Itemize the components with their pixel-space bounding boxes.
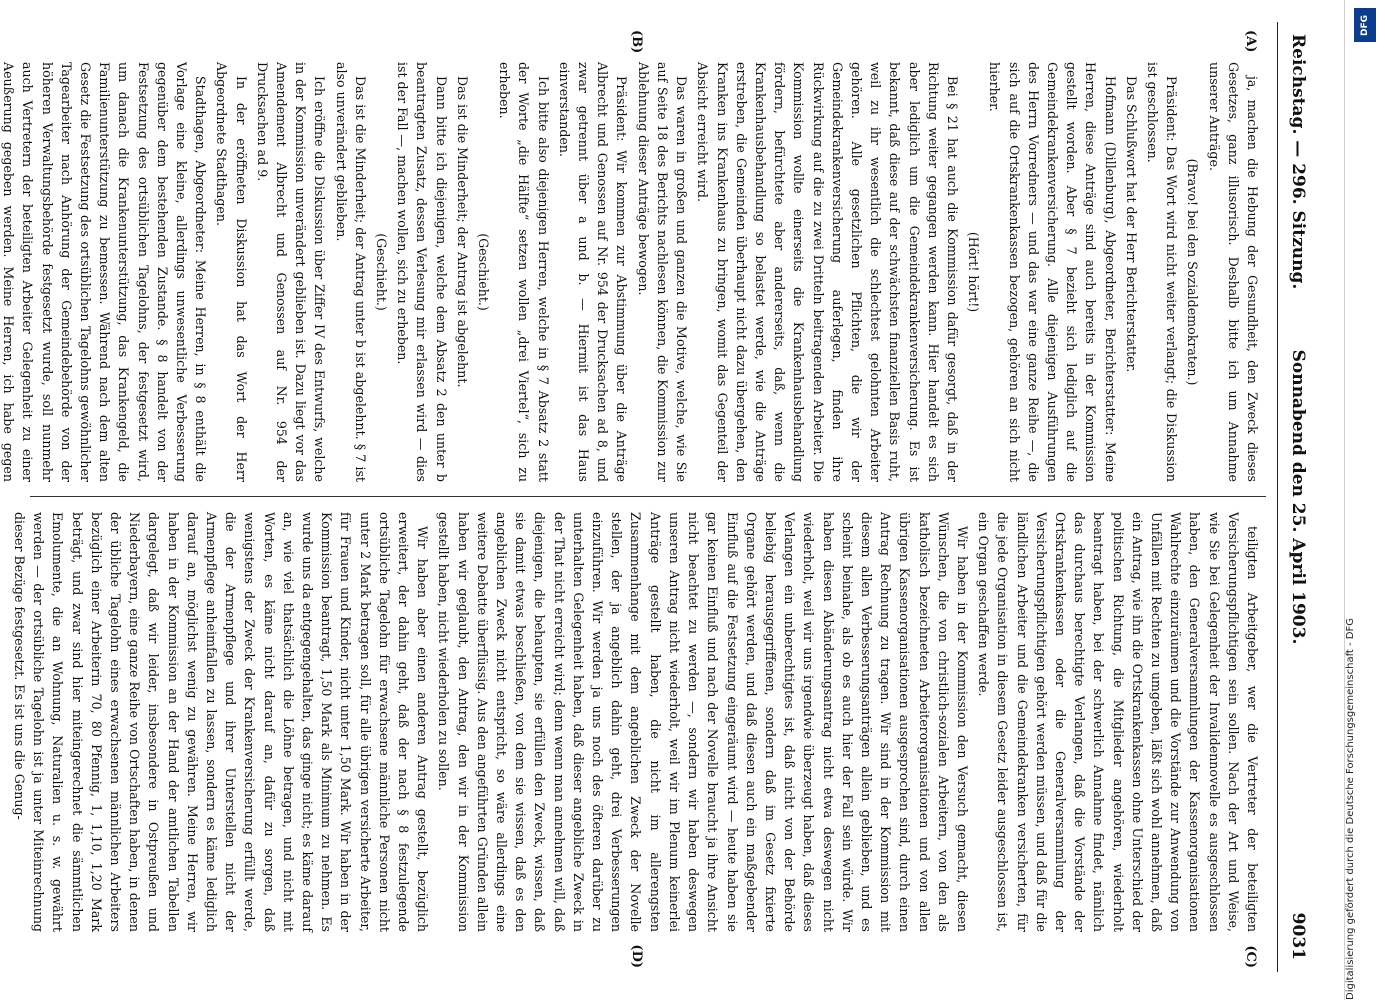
paragraph: Das ist die Minderheit; der Antrag ist abgelehnt.: [454, 76, 470, 388]
paragraph: Das ist die Minderheit; der Antrag unter b ist abgelehnt. § 7 ist also unverändert geblieben.: [333, 62, 368, 482]
interjection: (Geschieht.): [476, 233, 492, 311]
margin-marker-b: (B): [629, 30, 644, 54]
dfg-logo: DFG: [1354, 8, 1376, 42]
page-number: 9031: [1288, 912, 1308, 960]
digitization-stamp: [1337, 40, 1377, 1000]
paragraph: ja, machen die Hebung der Gesundheit, den Zweck dieses Gesetzes, ganz illusorisch. Deshalb bitte ich um Annahme unserer Anträge.: [1206, 62, 1260, 482]
paragraph: teiligten Arbeitgeber, wer die Vertreter der beteiligten Versicherungspflichtigen sein sollen. Nach der Art und Weise, wie Sie bei Gelegenheit der Invalidennovelle es ausgeschlossen haben, den Generalversammlungen der Kassenorganisationen Wahlrechte einzuräumen und die Vorstände zur Anwendung von Unfällen mit Rechten zu umgeben, läßt sich wohl annehmen, daß ein Antrag, wie ihn die Ortskrankenkassen ohne Unterschied der politischen Richtung, die Mitglieder angehören, wiederholt beantragt haben, bei der schwerlich Annahme findet, nämlich das durchaus berechtigte Verlangen, daß die Vorstände der Ortskrankenkassen oder die Generalversammlung der Versicherungspflichtigen gehört werden müssen, und daß für die ländlichen Arbeiter und die Gemeindekranken versicherten, für die jede Organisation in diesem Gesetz leider ausgeschlossen ist, ein Organ geschaffen werde.: [976, 512, 1260, 932]
digitization-stamp-text: Digitalisierung gefördert durch die Deutsche Forschungsgemeinschaft - DFG: [1345, 617, 1356, 1000]
paragraph: Wir haben aber einen anderen Antrag gestellt, bezüglich erweitert, der dahin geht, daß der nach § 8 festzulegende ortsübliche Tagelohn für erwachsene männliche Personen nicht unter 2 Mark betragen soll, für alle übrigen versicherte Arbeiter, für Frauen und Kinder, nicht unter 1,50 Mark. Wir haben in der Kommission beantragt, 1,50 Mark als Minimum zu nehmen. Es wurde uns da entgegengehalten, das ginge nicht; es käme darauf an, wie viel thatsächlich die Löhne betragen, und nicht mit Worten, es käme nicht darauf an, dafür zu sorgen, daß wenigstens der Zweck der Krankenversicherung erfüllt werde, die der Armenpflege und ihrer Unterstellen nicht der Armenpflege anheimfallen zu lassen, sondern es käme lediglich darauf an, möglichst wenig zu gewähren. Meine Herren, wir haben in der Kommission an der Hand der amtlichen Tabellen dargelegt, daß wir leider, insbesondere in Ostpreußen und Niederbayern, eine ganze Reihe von Ortschaften haben, in denen der übliche Tagelohn eines erwachsenen männlichen Arbeiters bezüglich einer Arbeiterin 70, 80 Pfennig, 1, 1,10, 1,20 Mark beträgt, und zwar sind hier miteingerechnet die sämmtlichen Emolumente, die an Wohnung, Naturalien u. s. w. gewährt werden — der ortsübliche Tagelohn ist ja unter Miteinrechnung dieser Bezüge festgesetzt. Es ist uns die Genug-: [12, 512, 431, 932]
header-session: Reichstag. — 296. Sitzung.: [1288, 34, 1308, 290]
margin-marker-a: (A): [1243, 30, 1258, 53]
paragraph: Dann bitte ich diejenigen, welche dem Absatz 2 den unter b beantragten Zusatz, dessen Verlesung mir erlassen wird — dies ist der Fall —, machen wollen, sich zu erheben.: [395, 62, 449, 482]
right-column: [12, 512, 1262, 932]
document-page: [1, 22, 1316, 972]
interjection: (Geschieht.): [374, 233, 390, 311]
header-date: Sonnabend den 25. April 1903.: [1288, 349, 1308, 645]
paragraph: Ich eröffne die Diskussion über Ziffer IV des Entwurfs, welche in der Kommission unverändert geblieben ist. Dazu liegt vor das Amendement Albrecht und Genossen auf Nr. 954 der Drucksachen ad 9.: [254, 62, 328, 482]
paragraph: Stadthagen, Abgeordneter: Meine Herren, in § 8 enthält die Vorlage eine kleine, allerdings unwesentliche Verbesserung gegenüber dem bestehenden Zustande. § 8 handelt von der Festsetzung des ortsüblichen Tagelohns, der festgesetzt wird, um danach die Krankenunterstützung, das Krankengeld, die Familienunterstützung zu bemessen. Während nach dem alten Gesetz die Festsetzung des ortsüblichen Tagelohns gewöhnlicher Tagearbeiter nach Anhörung der Gemeindebehörde von der höheren Verwaltungsbehörde festgesetzt wurde, soll nunmehr auch Vertretern der beteiligten Arbeiter Gelegenheit zu einer Aeußerung gegeben werden. Meine Herren, ich habe gegen: [1, 62, 209, 482]
paragraph: Präsident: Das Wort wird nicht weiter verlangt; die Diskussion ist geschlossen.: [1144, 62, 1180, 482]
paragraph: Bei § 21 hat auch die Kommission dafür gesorgt, daß in der Richtung weiter gegangen werden kann. Hier handelt es sich aber lediglich um die Gemeindekrankenversicherung. Es ist bekannt, daß diese auf der schwächsten finanziellen Basis ruht, weil zu ihr wesentlich die schlechtest gelohnten Arbeiter gehören. Alle gesetzlichen Pflichten, die wir der Gemeindekrankenversicherung auferlegen, finden ihre Rückwirkung auf die zu zwei Dritteln beitragenden Arbeiter. Die Kommission wollte einerseits die Krankenhausbehandlung fördern, befürchtete aber andererseits, daß, wenn die Krankenhausbehandlung so belastet werde, wie die Anträge erstreben, die Gemeinden überhaupt nicht dazu übergehen, den Kranken ins Krankenhaus zu bringen, womit das Gegenteil der Absicht erreicht wird.: [695, 62, 960, 482]
paragraph: Präsident: Wir kommen zur Abstimmung über die Anträge Albrecht und Genossen auf Nr. 954 der Drucksachen ad 8, und zwar getrennt über a und b. — Hiermit ist das Haus einverstanden.: [556, 62, 630, 482]
column-divider: [30, 496, 1266, 497]
left-column: [1, 62, 1262, 482]
interjection: (Bravo! bei den Sozialdemokraten.): [1185, 158, 1201, 386]
margin-marker-c: (C): [1243, 945, 1258, 968]
paragraph: Das waren in großen und ganzen die Motive, welche, wie Sie auf Seite 18 des Berichts nachlesen können, die Kommission zur Ablehnung dieser Anträge bewogen.: [635, 62, 690, 482]
paragraph: Das Schlußwort hat der Herr Berichterstatter.: [1123, 76, 1139, 373]
paragraph: Wir haben in der Kommission den Versuch gemacht, diesen Wünschen, die von christlich-sozialen Arbeitern, von den als katholisch bezeichneten Arbeiterorganisationen und von allen übrigen Kassenorganisationen ausgesprochen sind, durch einen Antrag Rechnung zu tragen. Wir sind in der Kommission mit diesem allen Verbesserungsanträgen allein geblieben, und es scheint beinahe, als ob es auch hier der Fall sein würde. Wir haben diesen Abänderungsantrag nicht etwa deswegen nicht wiederholt, weil wir uns irgendwie überzeugt haben, daß dieses Verlangen ein unberechtigtes ist, daß nicht von der Behörde beliebig herausgegriffenen, sondern daß im Gesetz fixierte Organe gehört werden, und daß diesen auch ein maßgebender Einfluß auf die Festsetzung eingeräumt wird — heute haben sie gar keinen Einfluß und nach der Novelle braucht ja ihre Ansicht nicht beachtet zu werden —, sondern wir haben deswegen unseren Antrag nicht wiederholt, weil wir im Plenum keinerlei Anträge gestellt haben, die nicht im allerengsten Zusammenhange mit dem angeblichen Zweck der Novelle stellen, der ja angeblich dahin geht, drei Verbesserungen einzuführen. Wir werden ja uns noch des öfteren darüber zu unterhalten Gelegenheit haben, daß dieser angebliche Zweck in der That nicht erreicht wird; denn wenn man annehmen will, daß diejenigen, die behaupten, sie erfüllen den Zweck, wissen, daß sie damit etwas beschließen, von dem sie wissen, daß es den angeblichen Zweck nicht entspricht, so wäre allerdings eine weitere Debatte überflüssig. Aus den angeführten Gründen allein haben wir geglaubt, den Antrag, den wir in der Kommission gestellt haben, nicht wiederholen zu sollen.: [436, 512, 970, 932]
page-header: [1277, 22, 1316, 972]
paragraph: In der eröffneten Diskussion hat das Wort der Herr Abgeordnete Stadthagen.: [214, 62, 249, 482]
paragraph: Ich bitte also diejenigen Herren, welche in § 7 Absatz 2 statt der Worte „die Hälfte“ setzen wollen „drei Viertel“, sich zu erheben.: [497, 62, 551, 482]
paragraph: Hofmann (Dillenburg), Abgeordneter, Berichterstatter: Meine Herren, diese Anträge sind auch bereits in der Kommission gestellt worden. Aber § 7 bezieht sich lediglich auf die Gemeindekrankenversicherung. Alle diejenigen Ausführungen des Herrn Vorredners — und das war eine ganze Reihe —, die sich auf die Ortskrankenkassen bezogen, gehören an sich nicht hierher.: [987, 62, 1118, 482]
interjection: (Hört! hört!): [966, 231, 982, 313]
margin-marker-d: (D): [629, 944, 644, 968]
